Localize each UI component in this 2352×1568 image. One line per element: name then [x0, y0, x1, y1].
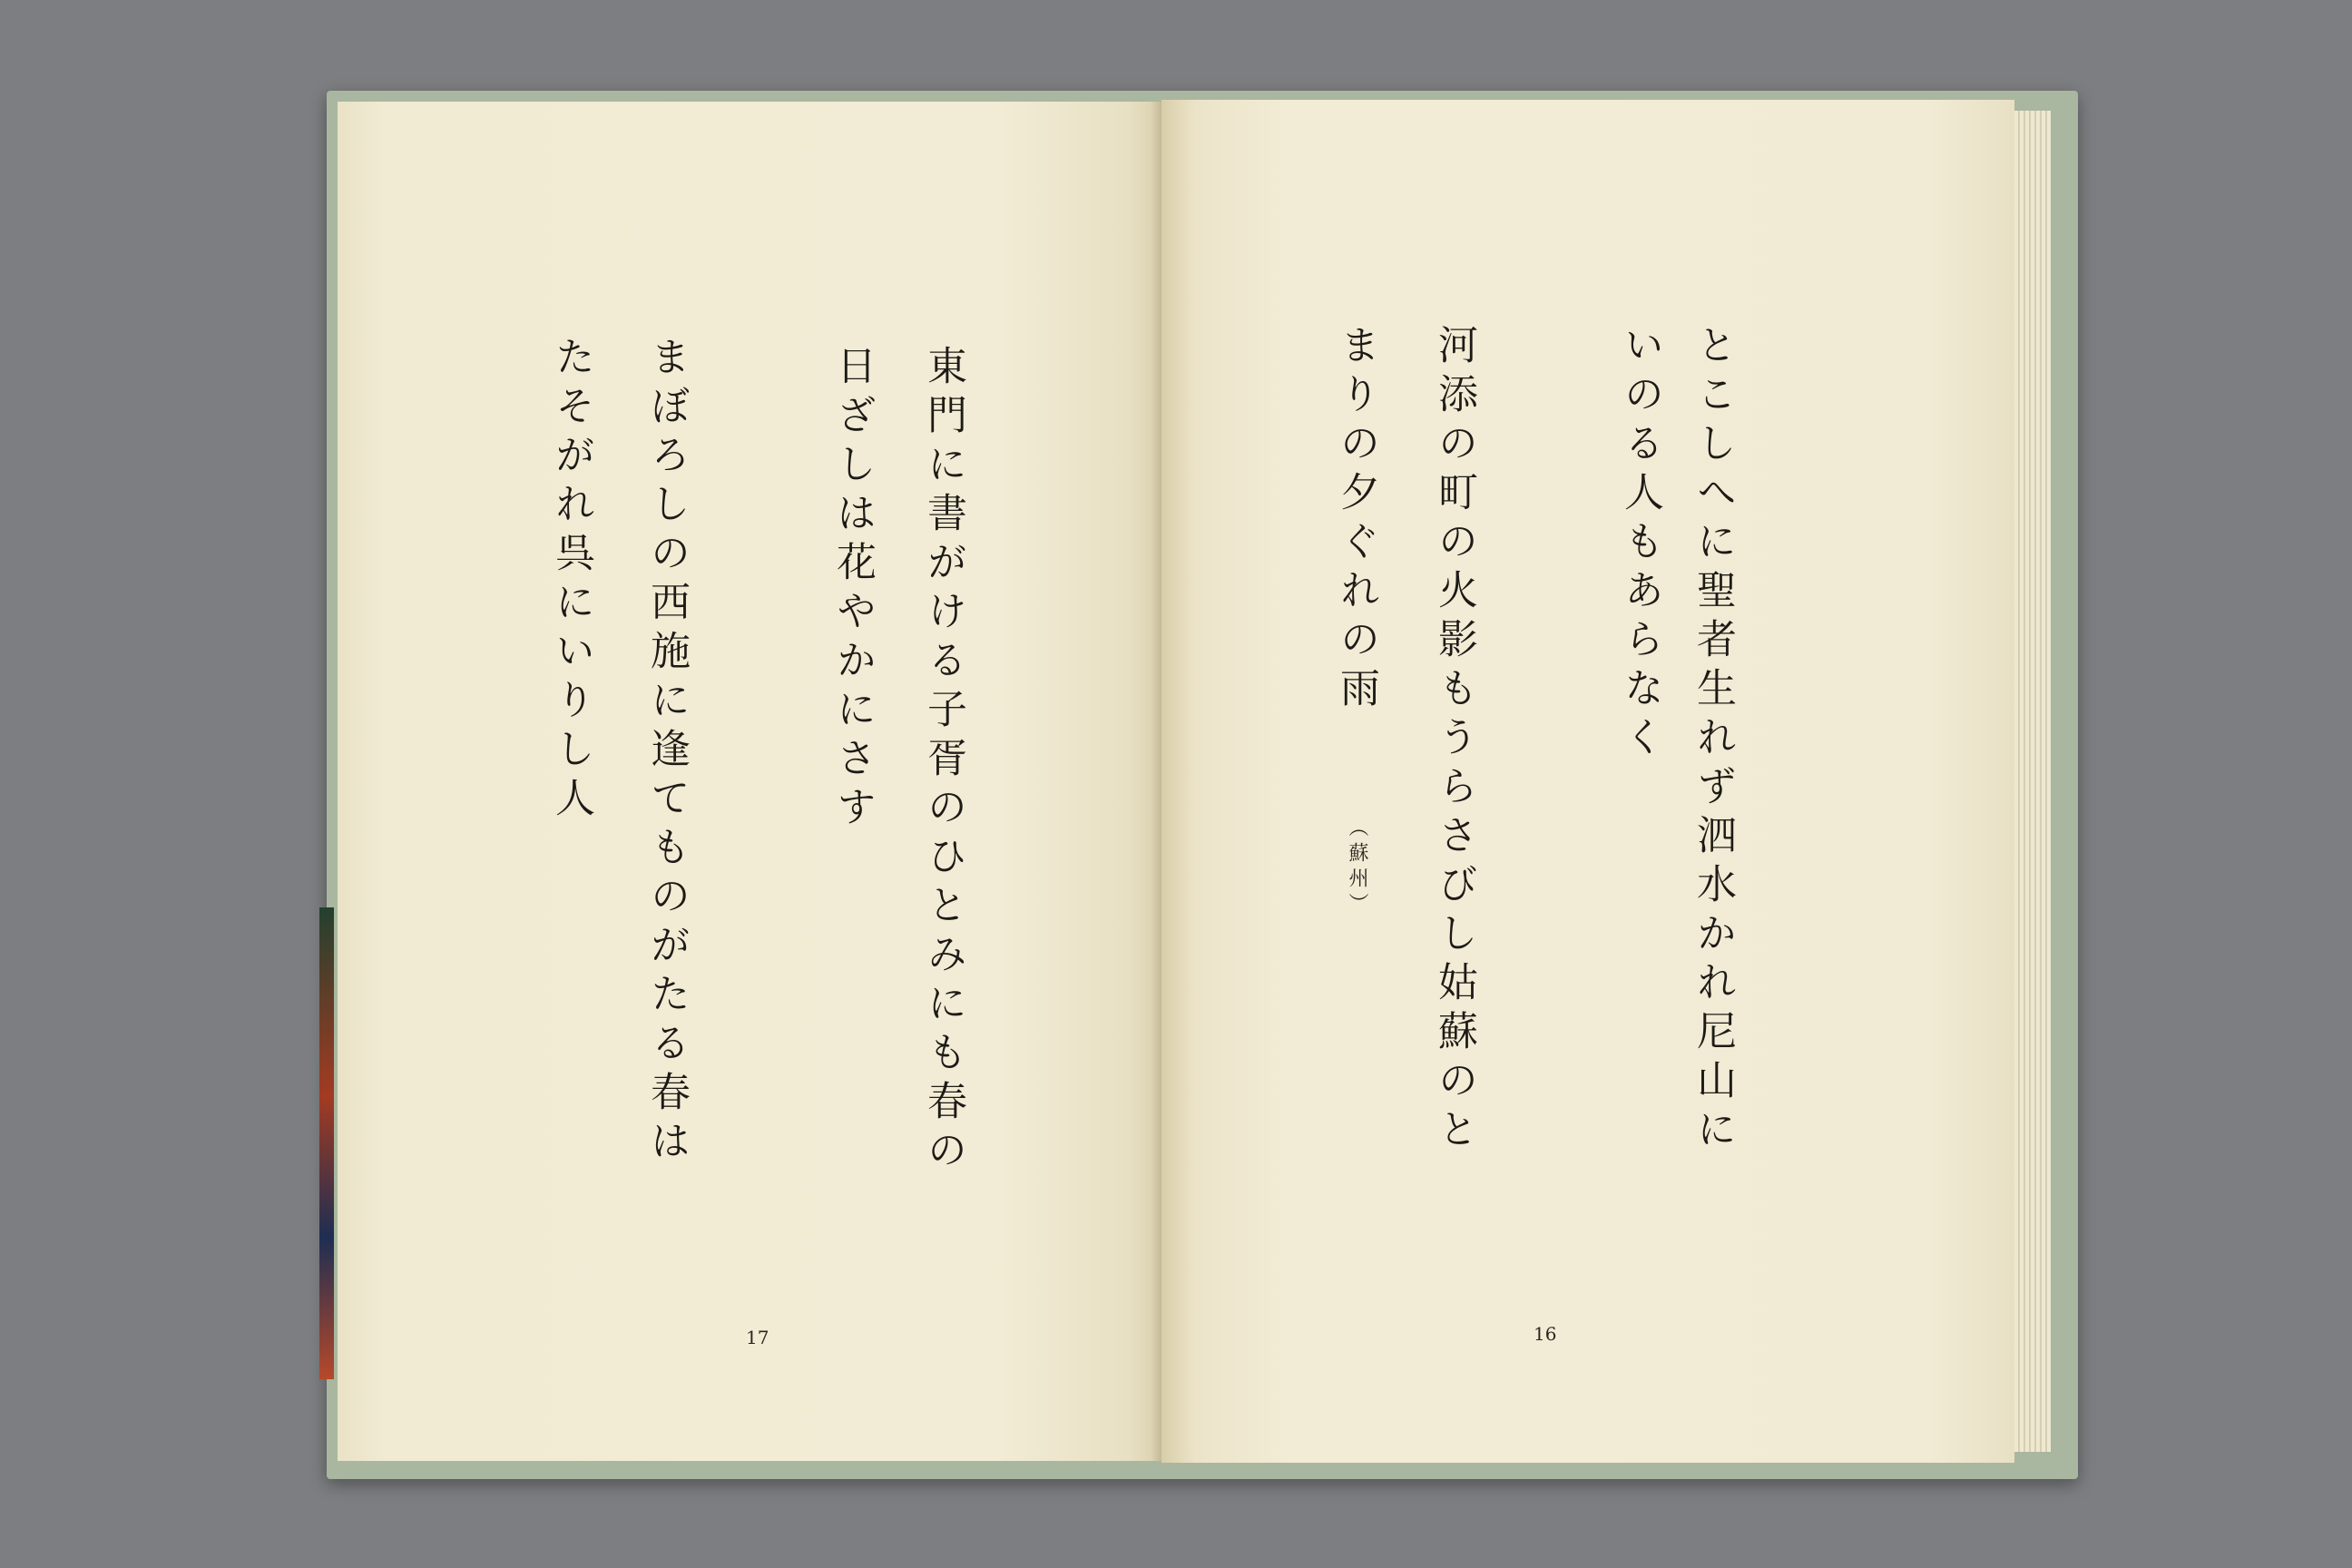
poem-line: まぼろしの西施に逢てものがたる春は: [643, 336, 690, 1169]
place-note: （蘇州）: [1346, 817, 1368, 918]
page-number: 17: [746, 1327, 769, 1348]
page-number: 16: [1534, 1323, 1557, 1345]
poem-line: 日ざしは花やかにさす: [829, 345, 876, 835]
poem-line: 東門に書がける子胥のひとみにも春の: [920, 345, 966, 1178]
cover-edge-decoration: [319, 907, 334, 1379]
page-edges: [2014, 111, 2051, 1452]
poem-line: いのる人もあらなく: [1617, 324, 1663, 765]
poem-line: とこしへに聖者生れず泗水かれ尼山に: [1690, 324, 1736, 1157]
poem-line: たそがれ呉にいりし人: [548, 336, 594, 826]
left-page: [338, 102, 1161, 1461]
right-page: [1161, 100, 2014, 1463]
poem-line: まりの夕ぐれの雨: [1333, 324, 1379, 716]
poem-line: 河添の町の火影もうらさびし姑蘇のと: [1431, 324, 1477, 1157]
